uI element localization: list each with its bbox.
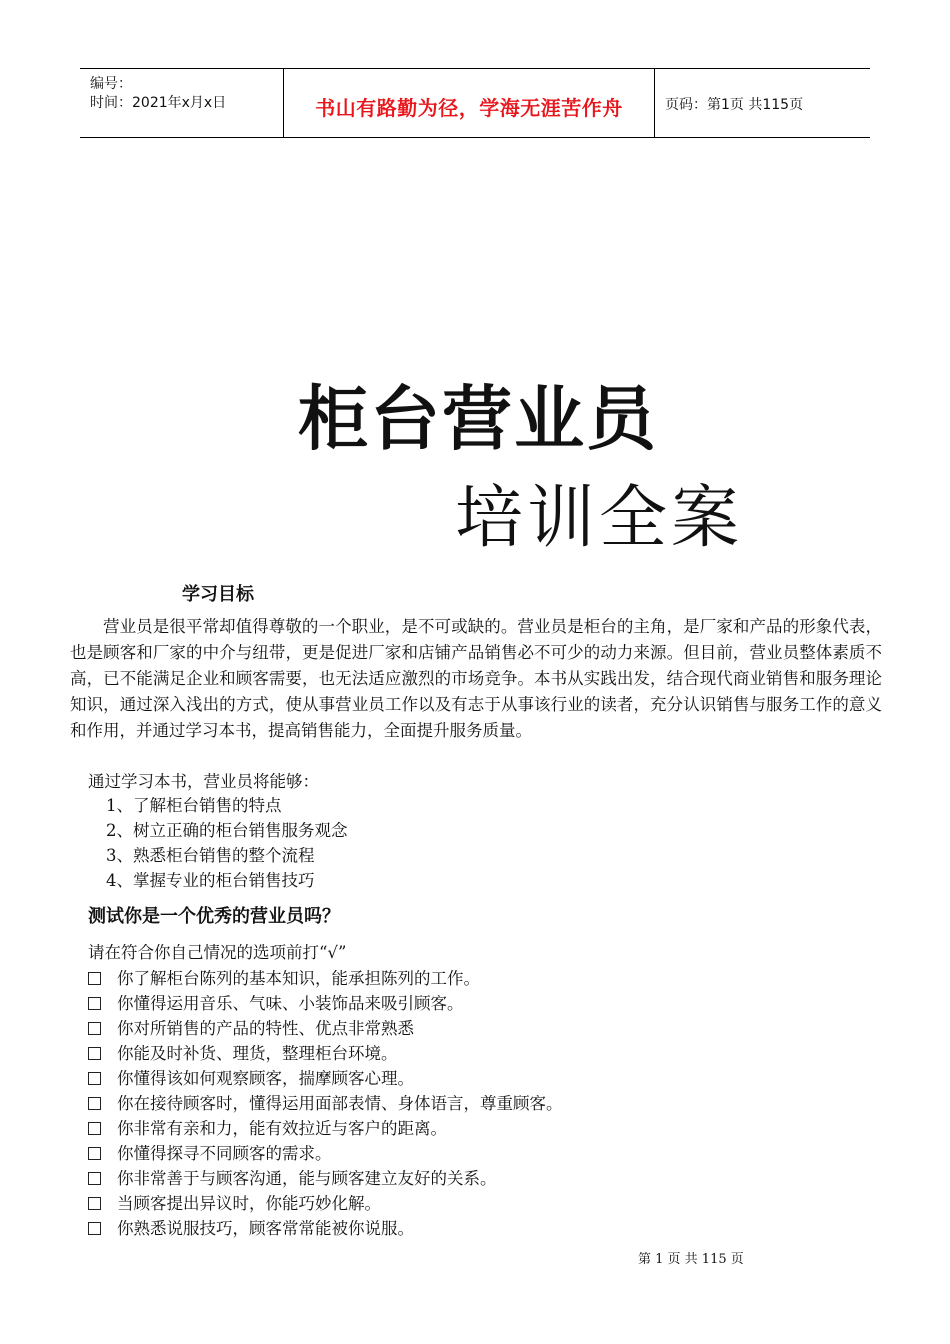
document-title-line2: 培训全案	[455, 479, 744, 558]
header-motto-cell	[284, 69, 655, 137]
checklist-item-text: 你了解柜台陈列的基本知识，能承担陈列的工作。	[117, 969, 480, 988]
checklist-item-text: 你非常善于与顾客沟通，能与顾客建立友好的关系。	[117, 1169, 497, 1188]
checkbox-icon[interactable]	[88, 1147, 101, 1160]
checklist-item-text: 你懂得探寻不同顾客的需求。	[117, 1144, 332, 1163]
checklist-item-text: 当顾客提出异议时，你能巧妙化解。	[117, 1194, 381, 1213]
checklist-item[interactable]	[88, 1165, 497, 1189]
goals-intro: 通过学习本书，营业员将能够：	[88, 772, 319, 791]
document-title-line1: 柜台营业员	[298, 378, 658, 460]
checkbox-icon[interactable]	[88, 1097, 101, 1110]
checklist-item-text: 你懂得运用音乐、气味、小装饰品来吸引顾客。	[117, 994, 464, 1013]
checklist-item-text: 你在接待顾客时，懂得运用面部表情、身体语言，尊重顾客。	[117, 1094, 563, 1113]
motto-text: 书山有路勤为径，学海无涯苦作舟	[315, 96, 623, 120]
header-info-cell	[80, 69, 284, 137]
checklist-item-text: 你能及时补货、理货，整理柜台环境。	[117, 1044, 398, 1063]
goal-item: 4、掌握专业的柜台销售技巧	[106, 871, 315, 890]
checklist-item[interactable]	[88, 1215, 414, 1239]
header-page-cell	[655, 69, 870, 137]
checkbox-icon[interactable]	[88, 1072, 101, 1085]
intro-paragraph: 营业员是很平常却值得尊敬的一个职业，是不可或缺的。营业员是柜台的主角，是厂家和产品的形象代表，也是顾客和厂家的中介与纽带，更是促进厂家和店铺产品销售必不可少的动力来源。但目前，营业员整体素质不高，已不能满足企业和顾客需要，也无法适应激烈的市场竞争。本书从实践出发，结合现代商业销售和服务理论知识，通过深入浅出的方式，使从事营业员工作以及有志于从事该行业的读者，充分认识销售与服务工作的意义和作用，并通过学习本书，提高销售能力，全面提升服务质量。	[70, 617, 882, 740]
goal-item: 3、熟悉柜台销售的整个流程	[106, 846, 315, 865]
checkbox-icon[interactable]	[88, 1172, 101, 1185]
checklist-item-text: 你熟悉说服技巧，顾客常常能被你说服。	[117, 1219, 414, 1238]
page-number-label: 页码：第1页 共115页	[665, 97, 804, 113]
checklist-item[interactable]	[88, 965, 480, 989]
page-header	[80, 68, 870, 138]
checkbox-icon[interactable]	[88, 1197, 101, 1210]
test-heading: 测试你是一个优秀的营业员吗？	[88, 906, 340, 927]
checkbox-icon[interactable]	[88, 1022, 101, 1035]
checklist-item[interactable]	[88, 1115, 447, 1139]
page-footer: 第 1 页 共 115 页	[638, 1252, 744, 1267]
checklist-item-text: 你非常有亲和力，能有效拉近与客户的距离。	[117, 1119, 447, 1138]
checklist-item[interactable]	[88, 1015, 414, 1039]
checkbox-icon[interactable]	[88, 1047, 101, 1060]
checklist-item[interactable]	[88, 1090, 563, 1114]
number-label: 编号：	[90, 76, 132, 92]
checklist-item[interactable]	[88, 1065, 414, 1089]
date-label: 时间：2021年x月x日	[90, 95, 227, 111]
goal-item: 2、树立正确的柜台销售服务观念	[106, 821, 348, 840]
checkbox-icon[interactable]	[88, 1222, 101, 1235]
checkbox-icon[interactable]	[88, 1122, 101, 1135]
checkbox-icon[interactable]	[88, 997, 101, 1010]
test-instruction: 请在符合你自己情况的选项前打“√”	[88, 943, 347, 962]
checklist-item[interactable]	[88, 1140, 332, 1164]
checklist-item[interactable]	[88, 1040, 398, 1064]
checklist-item[interactable]	[88, 1190, 381, 1214]
learning-goals-heading: 学习目标	[182, 584, 254, 605]
goal-item: 1、了解柜台销售的特点	[106, 796, 282, 815]
checklist-item[interactable]	[88, 990, 464, 1014]
checklist-item-text: 你懂得该如何观察顾客，揣摩顾客心理。	[117, 1069, 414, 1088]
checkbox-icon[interactable]	[88, 972, 101, 985]
checklist-item-text: 你对所销售的产品的特性、优点非常熟悉	[117, 1019, 414, 1038]
